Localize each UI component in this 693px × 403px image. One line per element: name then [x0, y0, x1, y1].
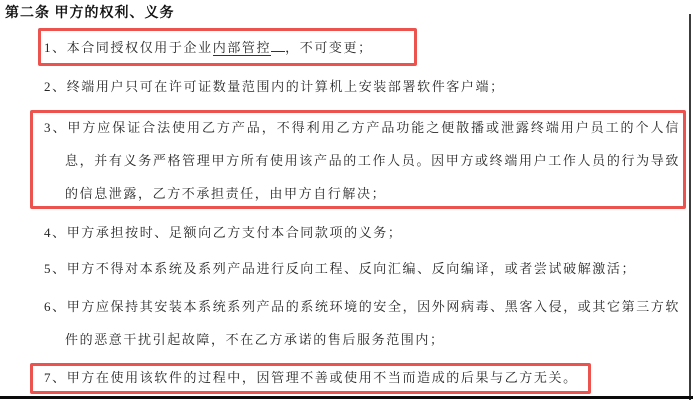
clause-7-text: 甲方在使用该软件的过程中，因管理不善或使用不当而造成的后果与乙方无关。 [66, 370, 578, 385]
section-heading: 第二条 甲方的权利、义务 [5, 6, 175, 21]
screenshot-bottom-border [0, 396, 693, 399]
clause-7 [44, 361, 578, 394]
clause-2-number: 2、 [44, 79, 67, 94]
clause-5-text: 甲方不得对本系统及系列产品进行反向工程、反向汇编、反向编译，或者尝试破解激活； [66, 261, 637, 276]
clause-3 [44, 111, 680, 210]
clause-4 [44, 216, 403, 249]
clause-4-text: 甲方承担按时、足额向乙方支付本合同款项的义务； [66, 225, 403, 240]
screenshot-right-border [689, 14, 691, 400]
clause-4-number: 4、 [44, 225, 67, 240]
clause-5 [44, 252, 636, 285]
clause-1-underlined-term: 内部管控 [212, 40, 272, 55]
clause-6-number: 6、 [44, 299, 67, 314]
clause-5-number: 5、 [44, 261, 67, 276]
clause-7-number: 7、 [44, 370, 67, 385]
underline-blank [271, 37, 285, 52]
clause-6-text: 甲方应保持其安装本系统系列产品的系统环境的安全，因外网病毒、黑客入侵，或其它第三方软件的恶意干扰引起故障，不在乙方承诺的售后服务范围内； [65, 299, 681, 347]
clause-1 [44, 31, 373, 64]
clause-6 [44, 290, 680, 356]
clause-3-number: 3、 [44, 120, 68, 135]
clause-1-text-pre: 本合同授权仅用于企业 [66, 40, 213, 55]
clause-1-text-post: ，不可变更； [285, 40, 373, 55]
clause-2 [44, 70, 505, 103]
clause-2-text: 终端用户只可在许可证数量范围内的计算机上安装部署软件客户端； [66, 79, 505, 94]
clause-3-text: 甲方应保证合法使用乙方产品，不得利用乙方产品功能之便散播或泄露终端用户员工的个人信息，并有义务严格管理甲方所有使用该产品的工作人员。因甲方或终端用户工作人员的行为导致的信息泄露，乙方不承担责任，由甲方自行解决； [65, 120, 680, 201]
clause-1-number: 1、 [44, 40, 67, 55]
